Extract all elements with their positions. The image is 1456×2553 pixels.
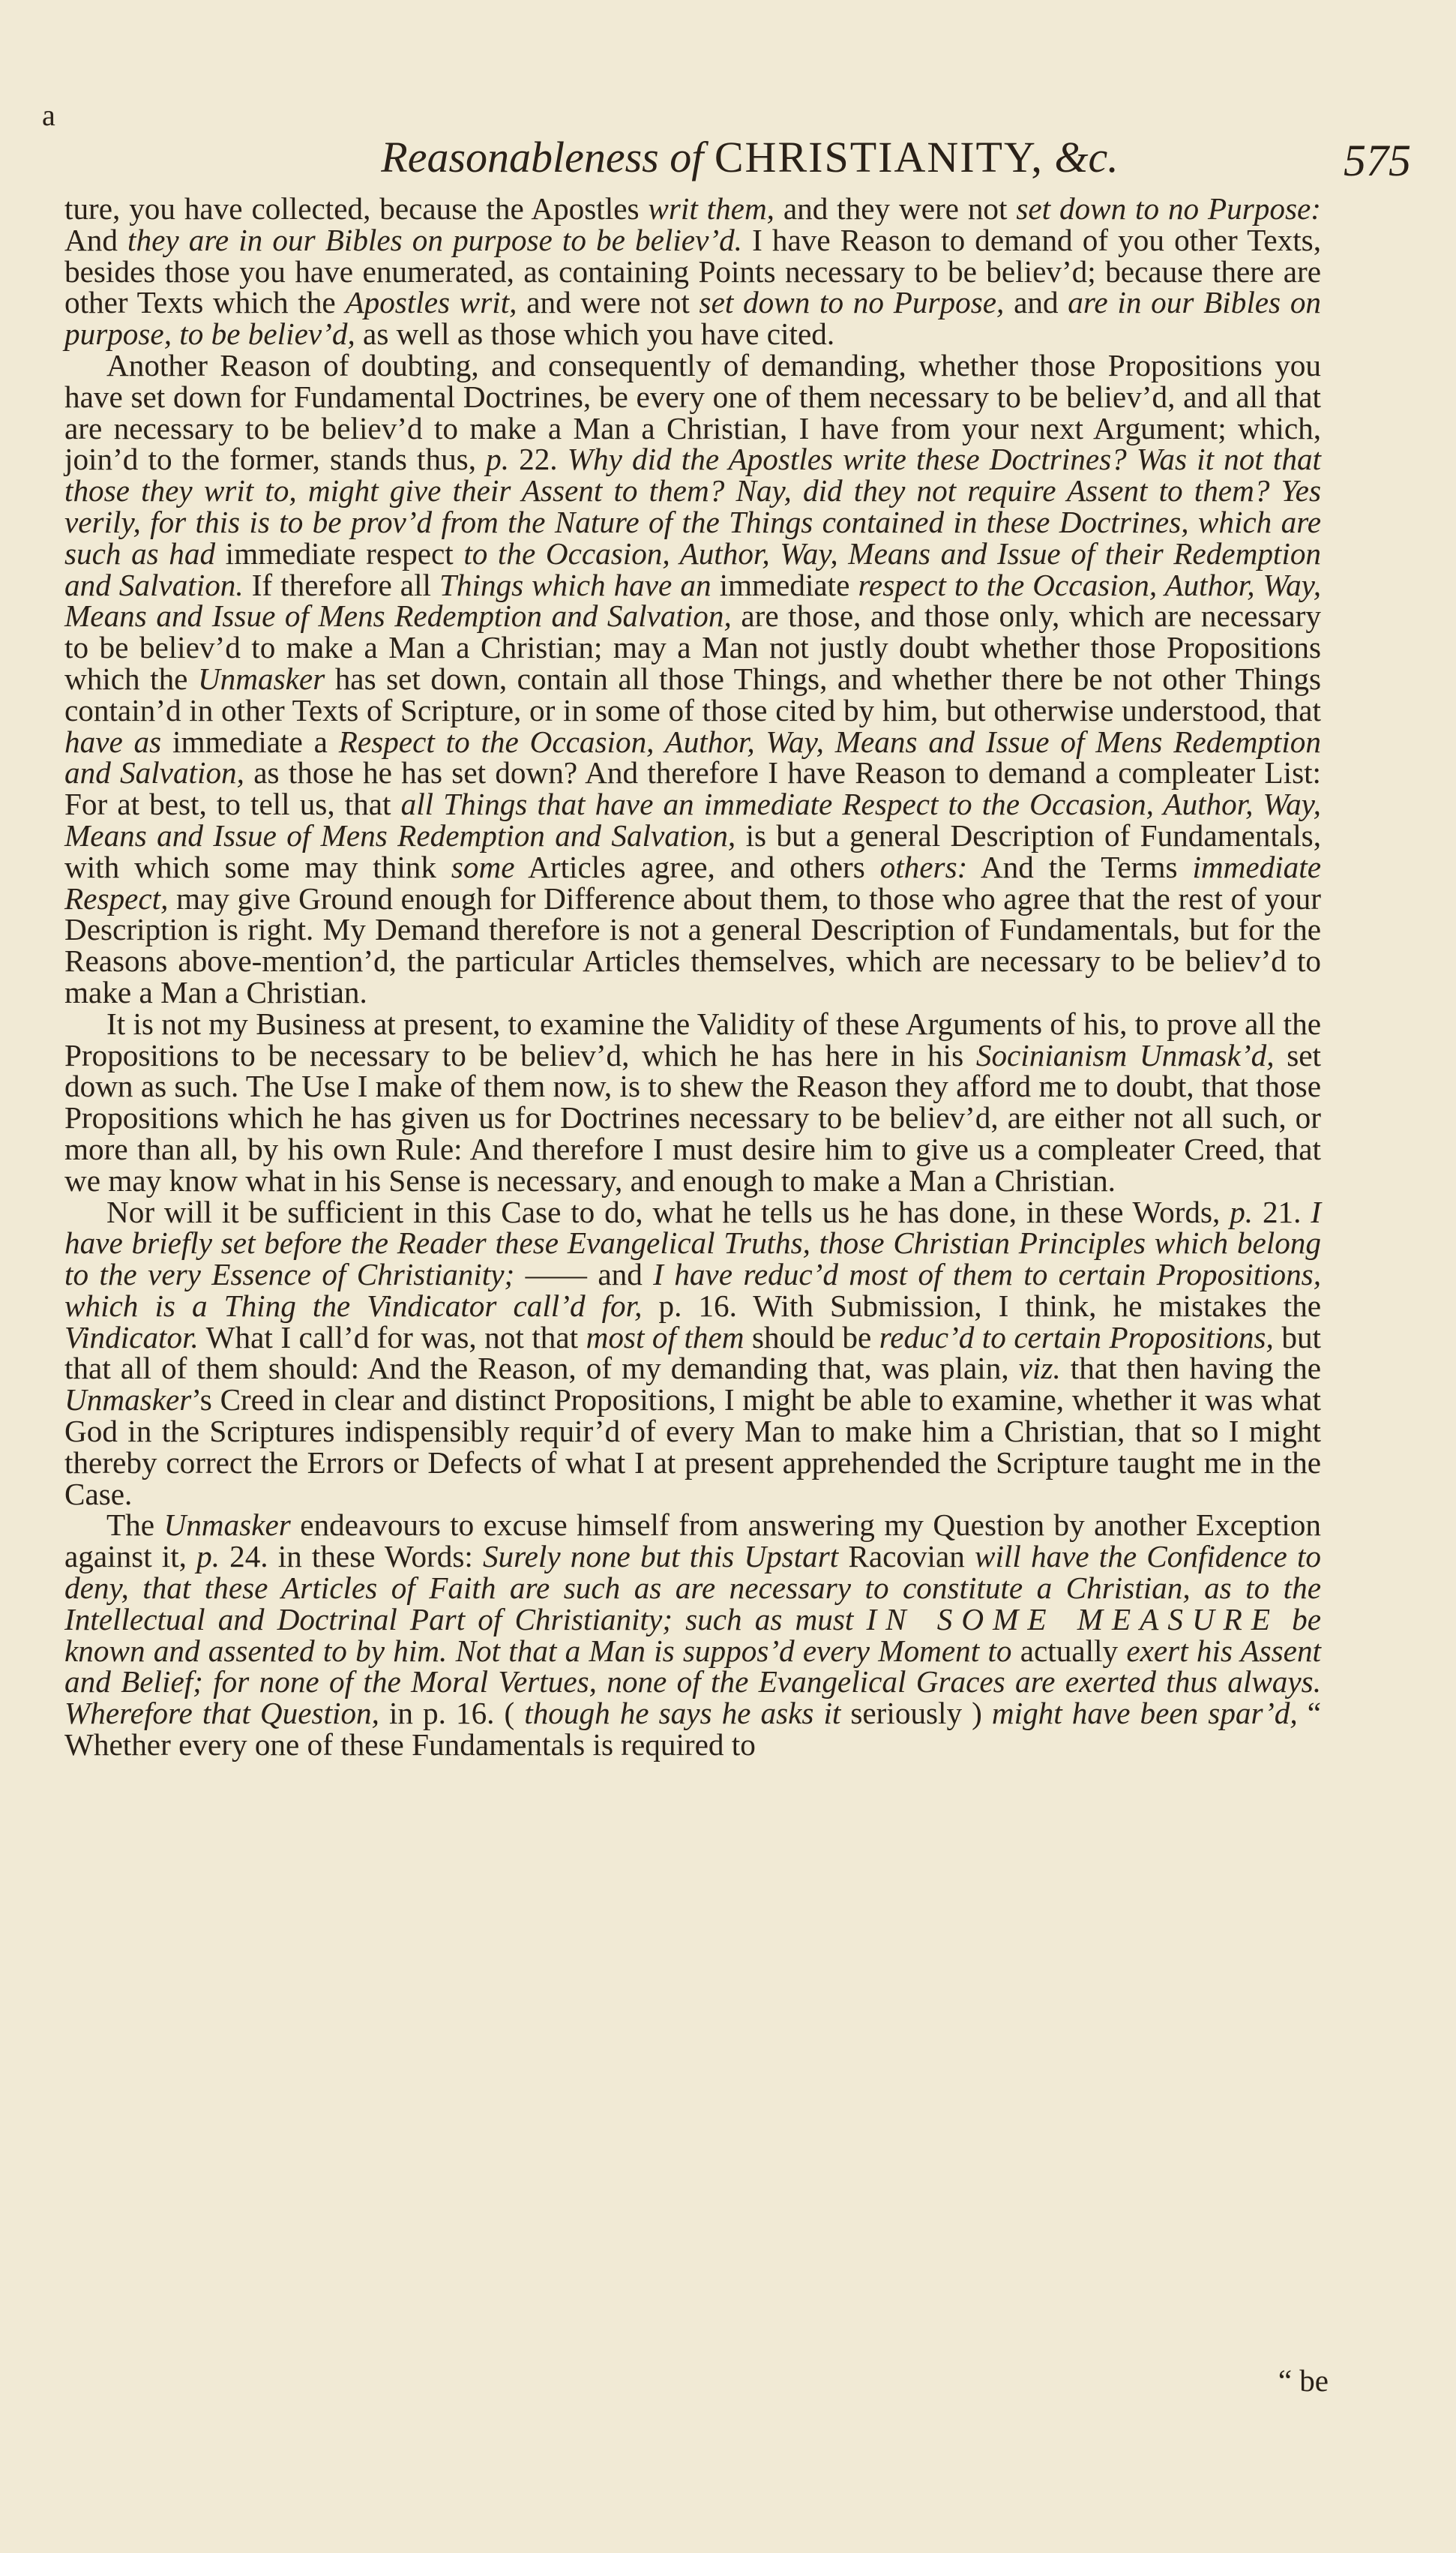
italic-run: Why did the Apostles write these Doctrines? Was it not that those they writ to, might give their Assent to them? Nay, did they not require Assent to them? Yes verily, for this is to be prov’d from the Nature of the Things contained in these Doctrines, which are such as had	[64, 442, 1321, 571]
page-number: 575	[1344, 136, 1411, 185]
text-run: that then having the	[1060, 1351, 1321, 1386]
text-run: has set down, contain all those Things, and whether there be not other Things contain’d in other Texts of Scripture, or in some of those cited by him, but otherwise understood, that	[64, 661, 1321, 728]
italic-run: to the Occasion, Author, Way, Means and Issue of their Redemption and Salvation.	[64, 536, 1322, 602]
italic-run: immediate Respect,	[64, 849, 1322, 916]
italic-run: are in our Bibles on purpose, to be believ’d,	[64, 285, 1322, 352]
running-title-italic: Reasonableness of	[381, 133, 704, 182]
text-run: “ Whether every one of these Fundamentals is required to	[64, 1696, 1322, 1762]
text-run: immediate respect	[215, 536, 464, 571]
text-run: endeavours to excuse himself from answering my Question by another Exception against it,	[64, 1508, 1321, 1574]
text-run: Another Reason of doubting, and consequently of demanding, whether those Propositions you have set down for Fundamental Doctrines, be every one of them necessary to be believ’d, and all that are necessary to be believ’d to make a Man a Christian, I have from your next Argument; which, join’d to the former, stands thus,	[64, 347, 1321, 477]
text-run: And	[64, 222, 128, 257]
text-run: and they were not	[774, 191, 1017, 226]
text-run: are those, and those only, which are necessary to be believ’d to make a Man a Christian; may a Man not justly doubt whether those Propositions which the	[64, 598, 1321, 696]
text-run: Racovian	[838, 1539, 975, 1574]
text-run: Articles agree, and others	[514, 849, 880, 884]
text-run: in p. 16. (	[379, 1696, 525, 1731]
text-run: —— and	[514, 1257, 654, 1292]
paragraph	[64, 1194, 1322, 1511]
italic-run: Unmasker	[64, 1382, 192, 1418]
italic-run: set down to no Purpose:	[1016, 191, 1321, 226]
text-run: And the Terms	[967, 849, 1193, 884]
italic-run: p.	[196, 1539, 220, 1574]
text-run: I have Reason to demand of you other Texts, besides those you have enumerated, as containing Points necessary to be believ’d; because there are other Texts which the	[64, 222, 1321, 320]
text-run: but that all of them should: And the Reason, of my demanding that, was plain,	[64, 1319, 1321, 1386]
text-run: 24. in these Words:	[219, 1539, 483, 1574]
body-text	[64, 191, 1322, 1762]
text-run: If therefore all	[243, 567, 439, 602]
italic-run: might have been spar’d,	[991, 1696, 1298, 1731]
italic-run: Unmasker	[163, 1508, 291, 1543]
italic-run: p.	[1230, 1194, 1254, 1229]
italic-run: writ them,	[648, 191, 774, 226]
running-title	[375, 132, 1125, 182]
italic-run: Apostles writ,	[345, 285, 517, 320]
italic-run: be known and assented to by him. Not that a Man is suppos’d every Moment to	[64, 1601, 1322, 1668]
italic-run: Socinianism Unmask’d,	[975, 1037, 1275, 1072]
text-run: actually	[1011, 1633, 1127, 1668]
catchword: “ be	[1278, 2363, 1329, 2398]
text-run	[1279, 1602, 1292, 1636]
italic-run: Unmasker	[197, 661, 325, 696]
italic-run: most of them	[586, 1319, 744, 1354]
text-run: immediate a	[161, 724, 339, 759]
italic-run: though he says he asks it	[524, 1696, 841, 1731]
text-run: set down as such. The Use I make of them now, is to shew the Reason they afford me to doubt, that those Propositions which he has given us for Doctrines necessary to be believ’d, are either not all such, or more than all, by his own Rule: And therefore I must desire him to give us a compleater Creed, that we may know what in his Sense is necessary, and enough to make a Man a Christian.	[64, 1037, 1321, 1198]
italic-run: will have the Confidence to deny, that these Articles of Faith are such as are necessary to constitute a Christian, as to the Intellectual and Doctrinal Part of Christianity; such as must	[64, 1539, 1321, 1636]
text-run	[853, 1602, 866, 1636]
italic-run: reduc’d to certain Propositions,	[879, 1319, 1274, 1354]
text-run: The	[106, 1508, 164, 1543]
running-head	[0, 132, 1456, 192]
italic-run: exert his Assent and Belief; for none of the Moral Vertues, none of the Evangelical Graces are exerted thus always. Wherefore that Question,	[64, 1633, 1321, 1731]
italic-run: they are in our Bibles on purpose to be believ’d.	[127, 222, 742, 257]
text-run: Nor will it be sufficient in this Case to do, what he tells us he has done, in these Words,	[106, 1194, 1230, 1229]
italic-run: others:	[879, 849, 968, 884]
text-run: 22.	[509, 442, 568, 477]
italic-run: all Things that have an immediate Respect to the Occasion, Author, Way, Means and Issue of Mens Redemption and Salvation,	[64, 787, 1321, 853]
paragraph	[64, 1510, 1321, 1760]
text-run: as well as those which you have cited.	[355, 316, 835, 352]
italic-run: Vindicator.	[64, 1319, 199, 1354]
italic-run: IN SOME MEASURE	[866, 1601, 1280, 1636]
text-run: seriously )	[840, 1696, 992, 1731]
paragraph	[64, 191, 1322, 352]
text-run: as those he has set down? And therefore I have Reason to demand a compleater List: For at best, to tell us, that	[64, 755, 1321, 822]
italic-run: p.	[486, 442, 509, 477]
text-run: ture, you have collected, because the Apostles	[64, 191, 649, 226]
text-run: It is not my Business at present, to examine the Validity of these Arguments of his, to prove all the Propositions to be necessary to be believ’d, which he has here in his	[64, 1006, 1321, 1072]
italic-run: Respect to the Occasion, Author, Way, Means and Issue of Mens Redemption and Salvation,	[64, 724, 1321, 790]
text-run: ’s Creed in clear and distinct Propositions, I might be able to examine, whether it was what God in the Scriptures indispensibly requir’d of every Man to make him a Christian, that so I might thereby correct the Errors or Defects of what I at present apprehended the Scripture taught me in the Case.	[64, 1382, 1321, 1511]
stray-mark: a	[42, 98, 55, 132]
italic-run: Surely none but this Upstart	[482, 1539, 839, 1574]
italic-run: I have briefly set before the Reader these Evangelical Truths, those Christian Principles which belong to the very Essence of Christianity;	[64, 1194, 1322, 1292]
italic-run: have as	[64, 724, 162, 759]
text-run: p. 16. With Submission, I think, he mistakes the	[642, 1288, 1321, 1323]
italic-run: Things which have an	[439, 567, 712, 602]
running-title-end: &c.	[1054, 133, 1119, 182]
running-title-caps: CHRISTIANITY,	[714, 133, 1044, 182]
text-run: is but a general Description of Fundamentals, with which some may think	[64, 818, 1322, 884]
text-run: What I call’d for was, not that	[198, 1319, 586, 1354]
italic-run: some	[451, 849, 515, 884]
italic-run: set down to no Purpose,	[699, 285, 1005, 320]
italic-run: I have reduc’d most of them to certain Propositions, which is a Thing the Vindicator call’d for,	[64, 1257, 1321, 1323]
italic-run: viz.	[1018, 1351, 1061, 1386]
paragraph	[64, 347, 1322, 1010]
text-run: and	[1004, 285, 1068, 320]
italic-run: respect to the Occasion, Author, Way, Means and Issue of Mens Redemption and Salvation,	[64, 567, 1321, 634]
text-run: may give Ground enough for Difference about them, to those who agree that the rest of your Description is right. My Demand therefore is not a general Description of Fundamentals, but for the Reasons above-mention’d, the particular Articles themselves, which are necessary to be believ’d to make a Man a Christian.	[64, 880, 1321, 1010]
text-run: and were not	[517, 285, 700, 320]
text-run: 21.	[1253, 1194, 1311, 1229]
paragraph	[64, 1006, 1321, 1198]
text-run: should be	[744, 1319, 879, 1354]
text-run: immediate	[711, 567, 858, 602]
